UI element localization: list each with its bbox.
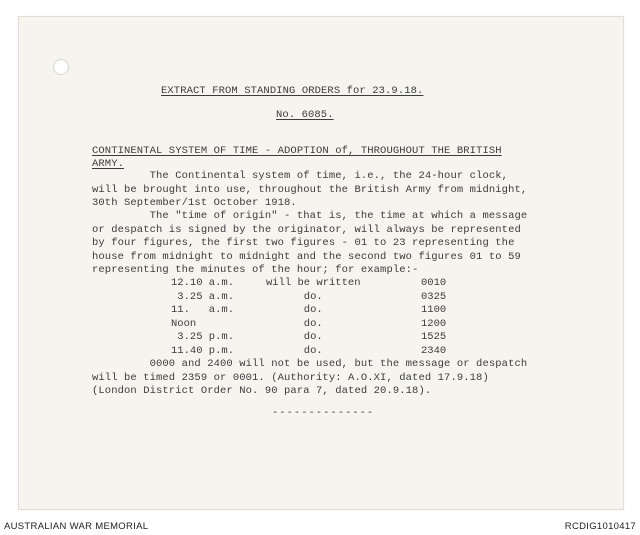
section-heading-line1: CONTINENTAL SYSTEM OF TIME - ADOPTION of, THROUGHOUT THE BRITISH [92,145,502,157]
example-time: 11.40 p.m. [171,344,235,357]
paragraph-time-of-origin: The "time of origin" - that is, the time at which a message or despatch is signed by the originator, will always be represented by four figures, the first two figures - 01 to 23 representing the house from midnight to midnight and the second two figures 01 to 59 representing the minutes of the hour; for example:- [92,210,528,276]
example-time: Noon [171,317,197,330]
time-examples-table [171,277,481,359]
example-value: 2340 [421,344,447,357]
example-row [171,318,481,332]
punch-hole [53,59,69,75]
separator-line: -------------- [272,407,375,419]
example-row [171,345,481,359]
document-title: EXTRACT FROM STANDING ORDERS for 23.9.18. [161,85,424,97]
example-row [171,331,481,345]
example-verb: will be written [266,277,361,289]
example-verb: do. [266,304,323,317]
example-row [171,304,481,318]
example-value: 1100 [421,304,447,317]
document-number: No. 6085. [276,109,334,121]
example-value: 1200 [421,317,447,330]
paragraph-authority: 0000 and 2400 will not be used, but the message or despatch will be timed 2359 or 0001. (Authority: A.O.XI, dated 17.9.18) (London District Order No. 90 para 7, dated 20.9.18). [92,358,528,397]
example-value: 1525 [421,331,447,344]
footer-institution: AUSTRALIAN WAR MEMORIAL [4,521,149,532]
example-time: 3.25 a.m. [171,290,235,303]
paragraph-continental-system: The Continental system of time, i.e., the 24-hour clock, will be brought into use, throughout the British Army from midnight, 30th September/1st October 1918. [92,170,528,209]
example-value: 0010 [421,277,447,289]
example-verb: do. [266,331,323,344]
example-row [171,277,481,291]
example-time: 3.25 p.m. [171,331,235,344]
example-verb: do. [266,344,323,357]
example-time: 12.10 a.m. [171,277,235,289]
example-verb: do. [266,290,323,303]
section-heading-line2: ARMY. [92,158,125,170]
example-time: 11. a.m. [171,304,235,317]
example-value: 0325 [421,290,447,303]
footer-record-id: RCDIG1010417 [564,521,636,532]
example-row [171,291,481,305]
example-verb: do. [266,317,323,330]
